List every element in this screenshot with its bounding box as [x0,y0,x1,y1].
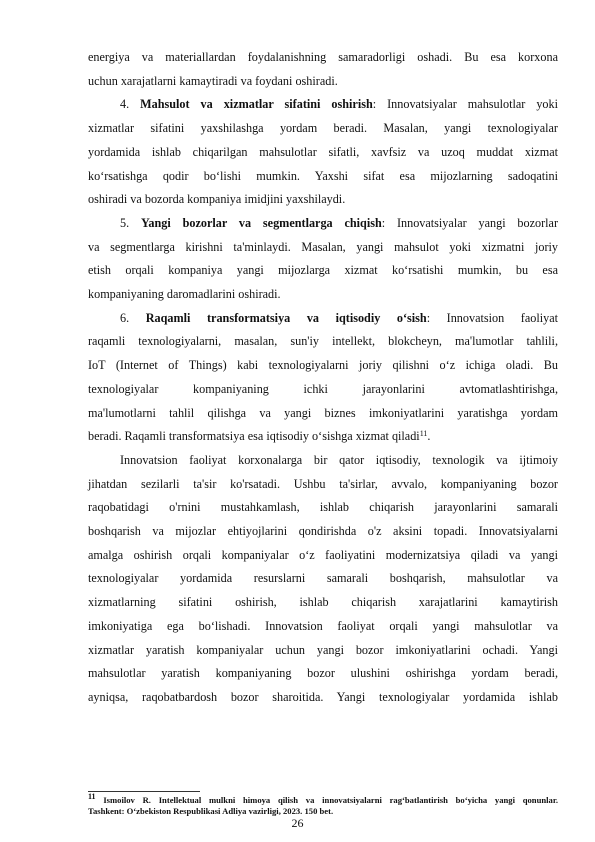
page-number: 26 [291,816,304,830]
text-line [88,97,558,111]
line-text: ko‘rsatishga qodir bo‘lishi mumkin. Yaxshi sifat esa mijozlarning sadoqatini [88,168,558,183]
text-line [88,548,558,562]
text-line [88,477,558,491]
line-text: raqobatidagi o'rnini mustahkamlash, ishlab chiqarish jarayonlarini samarali [88,500,558,515]
list-number: 4. [120,97,141,112]
line-text: jihatdan sezilarli ta'sir ko'rsatadi. Ushbu ta'sirlar, avvalo, kompaniyaning bozor [88,476,558,491]
text-line [88,666,558,680]
line-text: texnologiyalar kompaniyaning ichki jarayonlarini avtomatlashtirishga, [88,381,558,396]
text-line [88,334,558,348]
list-number: 6. [120,310,146,325]
line-text: raqamli texnologiyalarni, masalan, sun'iy intellekt, blokcheyn, ma'lumotlar tahlili, [88,334,558,349]
text-line [88,145,558,159]
line-text: xizmatlar yaratish kompaniyalar uchun yangi bozor imkoniyatlarini ochadi. Yangi [88,642,558,657]
text-line [88,240,558,254]
line-text: amalga oshirish orqali kompaniyalar o‘z faoliyatini modernizatsiya qiladi va yangi [88,547,558,562]
line-text: boshqarish va mijozlar ehtiyojlarini qondirishda o'z aksini topadi. Innovatsiyalarni [88,524,558,538]
text-line [88,571,558,585]
line-text: texnologiyalar yordamida resurslarni samarali boshqarish, mahsulotlar va [88,571,558,586]
line-text: energiya va materiallardan foydalanishning samaradorligi oshadi. Bu esa korxona [88,50,558,64]
line-text: imkoniyatiga ega bo‘lishadi. Innovatsion faoliyat orqali yangi mahsulotlar va [88,618,558,633]
footnote-line-2: Tashkent: O‘zbekiston Respublikasi Adliya vazirligi, 2023. 150 bet. [88,806,334,816]
text-line [88,287,558,301]
line-text: oshiradi va bozorda kompaniya imidjini yaxshilaydi. [88,192,346,207]
line-text: Innovatsion faoliyat korxonalarga bir qator iqtisodiy, texnologik va ijtimoiy [120,452,558,467]
section-heading: Yangi bozorlar va segmentlarga chiqish [140,215,382,230]
text-line [88,192,558,206]
text-line [88,429,558,443]
text-line [88,216,558,230]
line-text: ayniqsa, raqobatbardosh bozor sharoitida. Yangi texnologiyalar yordamida ishlab [88,689,558,704]
line-text: etish orqali kompaniya yangi mijozlarga xizmat ko‘rsatishi mumkin, bu esa [88,263,558,278]
line-text: xizmatlarning sifatini oshirish, ishlab chiqarish xarajatlarini kamaytirish [88,595,558,610]
footnote-line-1: $^{11}$ Ismoilov R. Intellektual mulkni himoya qilish va innovatsiyalarni rag‘batlantirish bo‘yicha yangi qonunlar. [88,792,558,805]
text-line [88,643,558,657]
text-line [88,500,558,514]
text-line [88,74,558,88]
footnote-reference: 11 [419,429,428,439]
list-number: 5. [120,215,141,230]
text-line [88,690,558,704]
line-text: kompaniyaning daromadlarini oshiradi. [88,287,281,301]
text-line [88,311,558,325]
text-line [88,358,558,372]
line-text: : Innovatsiyalar yangi bozorlar [381,215,559,230]
text-line [88,595,558,609]
text-line [88,121,558,135]
footnote-marker: 11 [88,792,96,801]
line-text: uchun xarajatlarni kamaytiradi va foydani oshiradi. [88,73,338,88]
section-heading: Mahsulot va xizmatlar sifatini oshirish [140,97,373,112]
text-line [88,524,558,538]
section-heading: Raqamli transformatsiya va iqtisodiy o‘sish [145,310,427,325]
text-line [88,406,558,420]
text-line [88,169,558,183]
text-line [88,619,558,633]
line-text: mahsulotlar yaratish kompaniyaning bozor ulushini oshirishga yordam beradi, [88,666,558,681]
line-text: yordamida ishlab chiqarilgan mahsulotlar sifatli, xavfsiz va uzoq muddat xizmat [88,144,558,159]
line-end: . [427,429,431,444]
footnote-divider [88,791,200,792]
line-text: IoT (Internet of Things) kabi texnologiyalarni joriy qilishni o‘z ichiga oladi. Bu [88,358,558,373]
line-text: : Innovatsion faoliyat [426,310,558,325]
line-text: va segmentlarga kirishni ta'minlaydi. Masalan, yangi mahsulot yoki xizmatni joriy [88,239,558,254]
line-text: beradi. Raqamli transformatsiya esa iqtisodiy o‘sishga xizmat qiladi [88,429,420,444]
line-text: xizmatlar sifatini yaxshilashga yordam beradi. Masalan, yangi texnologiyalar [88,121,558,136]
text-line [88,50,558,64]
text-line [88,382,558,396]
text-line [88,453,558,467]
text-line [88,263,558,277]
line-text: ma'lumotlarni tahlil qilishga va yangi biznes imkoniyatlarini yaratishga yordam [88,405,558,420]
line-text: : Innovatsiyalar mahsulotlar yoki [372,97,558,112]
